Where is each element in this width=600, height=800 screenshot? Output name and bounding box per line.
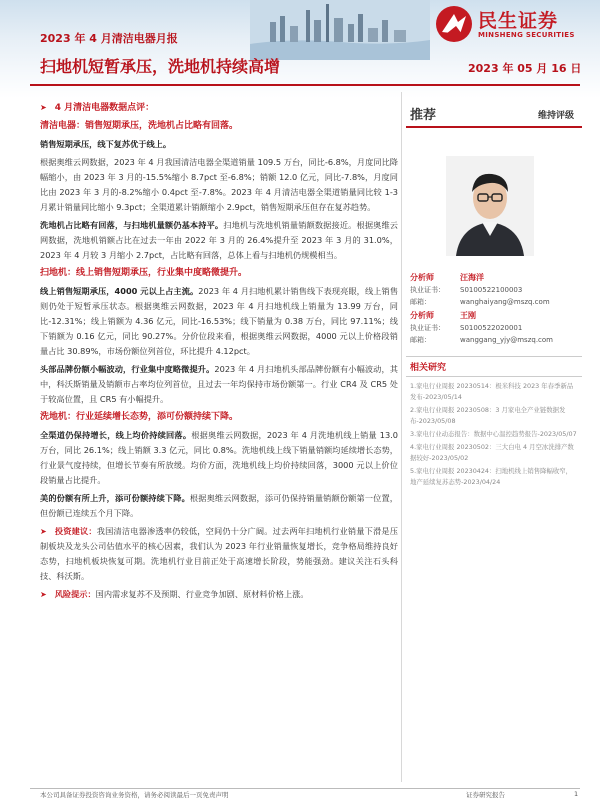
logo-cn-text: 民生证券: [478, 10, 559, 32]
report-body: [40, 100, 398, 605]
bullet-triangle-icon: ➤: [40, 527, 47, 536]
cleaning-appliances-heading: 清洁电器：销售短期承压，洗地机占比略有回落。: [40, 121, 239, 131]
city-skyline-image: [250, 0, 430, 60]
analyst-name: 王刚: [460, 311, 476, 320]
online-sales-paragraph: 线上销售短期承压，4000 元以上占主流。2023 年 4 月扫地机累计销售线下表现亮眼，线上销售则仍处于短暂承压状态。根据奥维云网数据，2023 年 4 月扫地机线上销量为 13.99 万台，同比-12.31%；线上销额为 4.36 亿元，同比-16.53%；线下销量为 0.38 万台，同比 97.11%；线下销额为 0.16 亿元，同比 90.27%。分价位段来看，根据奥维云网数据，4000 元以上价格段销量占比 30.89%，市场份额位列首位，环比提升 4.12pct。: [40, 286, 399, 356]
report-header: [0, 0, 600, 98]
analyst-photo: [446, 156, 534, 256]
analyst-cert: S0100522100003: [460, 286, 523, 294]
analyst-email[interactable]: wanghaiyang@mszq.com: [460, 298, 550, 306]
logo-en-text: MINSHENG SECURITIES: [478, 31, 575, 39]
minsheng-logo-icon: [434, 4, 474, 44]
sidebar: [406, 100, 582, 490]
related-research-item[interactable]: 3.家电行业动态报告：数据中心温控趋势报告-2023/05/07: [410, 430, 577, 438]
page-number: 1: [574, 790, 579, 798]
related-research-item[interactable]: 5.家电行业周报 20230424：扫地机线上销售降幅收窄，地产延续复苏态势-2023/04/24: [410, 467, 573, 486]
midea-share-paragraph: 美的份额有所上升，添可份额持续下降。根据奥维云网数据，添可仍保持销量销额份额第一位置，但份额已连续五个月下降。: [40, 493, 398, 518]
bullet-triangle-icon: ➤: [40, 590, 47, 599]
report-date: 2023 年 05 月 16 日: [468, 62, 582, 75]
analyst-2: 分析师 王刚 执业证书： S0100522020001 邮箱： wanggang_yjy@mszq.com: [410, 311, 553, 344]
all-channel-paragraph: 全渠道仍保持增长，线上均价持续回落。根据奥维云网数据，2023 年 4 月洗地机线上销量 13.0 万台，同比 26.1%；线上销额 3.3 亿元，同比 0.8%。洗地机线上线下销量销额均延续增长态势，行业景气度持续，但增长节奏有所放缓。均价方面，洗地机线上均价持续回落，3000 元以上价位段销量占比提升。: [40, 430, 398, 485]
sales-paragraph: 根据奥维云网数据，2023 年 4 月我国清洁电器全渠道销量 109.5 万台，同比-6.8%，月度同比降幅缩小，由 2023 年 3 月的-15.5%缩小 8.7pct 至-6.8%；销额 12.0 亿元，同比-7.8%，月度同比由 2023 年 3 月的-8.2%缩小 0.4pct 至-7.8%。2023 年 4 月清洁电器全渠道销量同比较 1-3 月累计销量同比缩小 9.3pct；全渠道累计销额缩小 2.9pct，销售短期承压但存在复苏趋势。: [40, 157, 398, 212]
related-research-list: [406, 377, 582, 488]
analyst-cert: S0100522020001: [460, 324, 523, 332]
robot-vacuum-heading: 扫地机：线上销售短期承压，行业集中度略微提升。: [40, 268, 248, 278]
related-research-item[interactable]: 1.家电行业周报 20230514：极米科技 2023 年春季新品发布-2023/05/14: [410, 382, 574, 401]
column-divider: [401, 92, 402, 782]
recommendation-bar: [406, 100, 582, 128]
disclaimer-note: 本公司具备证券投资咨询业务资格，请务必阅读最后一页免责声明: [40, 791, 229, 799]
analyst-name: 汪海洋: [460, 273, 484, 282]
rating-label: 维持评级: [537, 111, 574, 121]
brand-share-paragraph: 头部品牌份额小幅波动，行业集中度略微提升。2023 年 4 月扫地机头部品牌份额有小幅波动，其中，科沃斯销量及销额市占率均位列首位，且过去一年均保持市场份额第一。行业 CR4 及 CR5 处于较高位置，且 CR5 有小幅提升。: [40, 364, 398, 404]
related-research-item[interactable]: 2.家电行业周报 20230508：3 月家电全产业链数据发布-2023/05/08: [410, 406, 566, 425]
section-heading: ➤ 4 月清洁电器数据点评：: [40, 103, 155, 113]
floor-washer-share-paragraph: 洗地机占比略有回落，与扫地机量额仍基本持平。扫地机与洗地机销量销额数据接近。根据奥维云网数据，洗地机销额占比在过去一年由 2022 年 3 月的 26.4%提升至 2023 年 3 月的 31.0%，2023 年 4 月较 3 月缩小 2.7pct，占比略有回落，总体上看与扫地机仍规模相当。: [40, 220, 398, 260]
analyst-email[interactable]: wanggang_yjy@mszq.com: [460, 336, 553, 344]
investment-advice: ➤ 投资建议：我国清洁电器渗透率仍较低，空间仍十分广阔。过去两年扫地机行业销量下滑是压制板块及龙头公司估值水平的核心因素，我们认为 2023 年行业销量恢复增长，竞争格局维持良好态势，扫地机板块恢复可期。洗地机行业目前正处于高速增长阶段，势能强劲。建议关注石头科技、科沃斯。: [40, 526, 398, 581]
report-category: 证券研究报告: [466, 791, 505, 799]
risk-warning: ➤ 风险提示：国内需求复苏不及预期、行业竞争加剧、原材料价格上涨。: [40, 589, 309, 599]
bullet-triangle-icon: ➤: [40, 103, 47, 112]
sales-subheading: 销售短期承压，线下复苏优于线上。: [40, 139, 172, 149]
related-research-title: 相关研究: [406, 356, 582, 377]
recommendation-label: 推荐: [410, 108, 437, 123]
report-title: 扫地机短暂承压，洗地机持续高增: [40, 57, 281, 76]
minsheng-logo: [434, 4, 594, 44]
analyst-1: 分析师 汪海洋 执业证书： S0100522100003 邮箱： wanghaiyang@mszq.com: [410, 273, 550, 306]
report-type: 2023 年 4 月清洁电器月报: [40, 32, 178, 45]
related-research-item[interactable]: 4.家电行业周报 20230502：三大白电 4 月空冰洗排产数据较好-2023/05/02: [410, 443, 574, 462]
footer-rule: [30, 788, 580, 789]
floor-washer-heading: 洗地机：行业延续增长态势，添可份额持续下降。: [40, 412, 239, 422]
header-rule: [30, 84, 580, 86]
